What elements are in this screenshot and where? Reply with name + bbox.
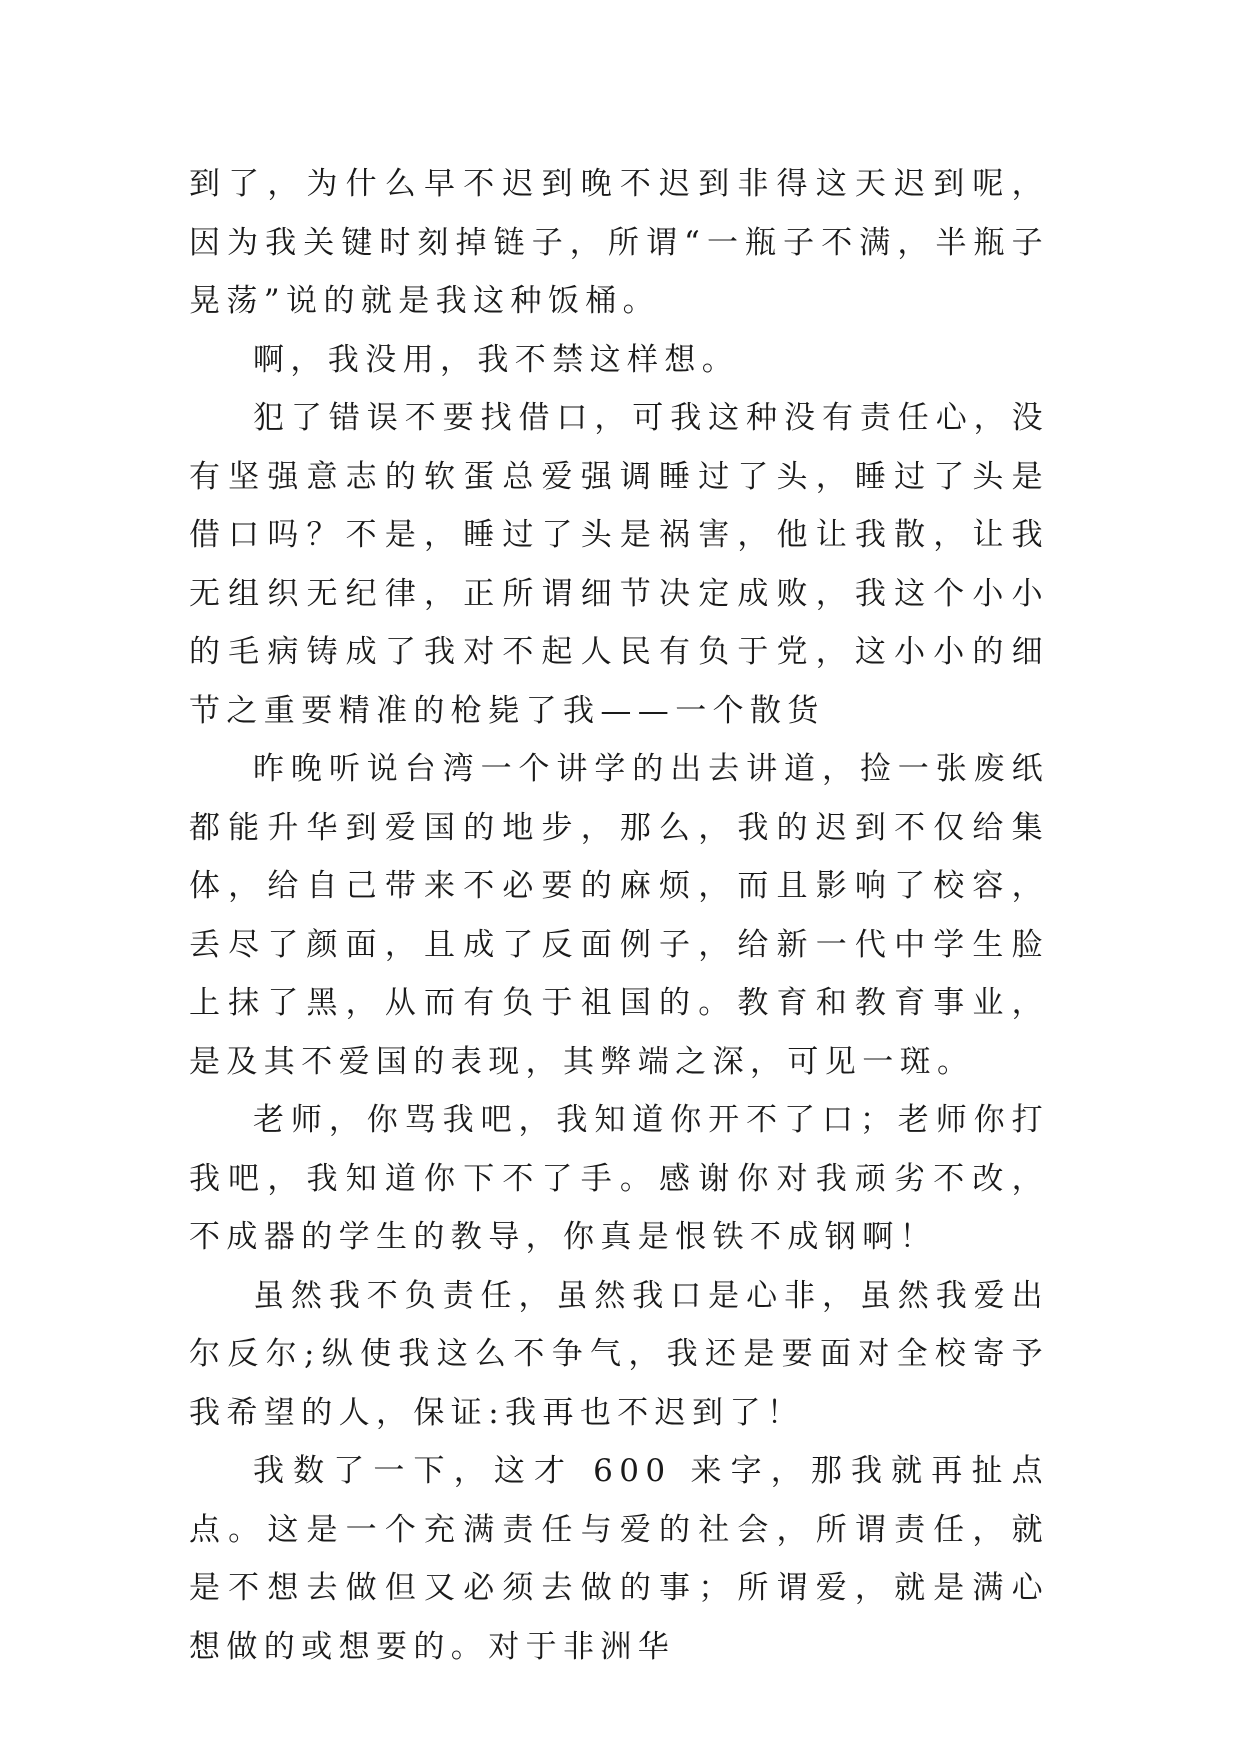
document-body — [189, 155, 1049, 1676]
paragraph-1: 到了，为什么早不迟到晚不迟到非得这天迟到呢，因为我关键时刻掉链子，所谓“一瓶子不满，半瓶子晃荡”说的就是我这种饭桶。 — [189, 166, 1049, 319]
paragraph-3: 犯了错误不要找借口，可我这种没有责任心，没有坚强意志的软蛋总爱强调睡过了头，睡过了头是借口吗？不是，睡过了头是祸害，他让我散，让我无组织无纪律，正所谓细节决定成败，我这个小小的毛病铸成了我对不起人民有负于党，这小小的细节之重要精准的枪毙了我——一个散货 — [189, 400, 1049, 729]
paragraph-5: 老师，你骂我吧，我知道你开不了口；老师你打我吧，我知道你下不了手。感谢你对我顽劣不改，不成器的学生的教导，你真是恨铁不成钢啊！ — [189, 1102, 1049, 1255]
paragraph-4: 昨晚听说台湾一个讲学的出去讲道，捡一张废纸都能升华到爱国的地步，那么，我的迟到不仅给集体，给自己带来不必要的麻烦，而且影响了校容，丢尽了颜面，且成了反面例子，给新一代中学生脸上抹了黑，从而有负于祖国的。教育和教育事业，是及其不爱国的表现，其弊端之深，可见一斑。 — [189, 751, 1049, 1080]
paragraph-7: 我数了一下，这才 600 来字，那我就再扯点点。这是一个充满责任与爱的社会，所谓责任，就是不想去做但又必须去做的事；所谓爱，就是满心想做的或想要的。对于非洲华 — [189, 1453, 1049, 1665]
paragraph-6: 虽然我不负责任，虽然我口是心非，虽然我爱出尔反尔;纵使我这么不争气，我还是要面对全校寄予我希望的人，保证:我再也不迟到了！ — [189, 1277, 1049, 1431]
paragraph-2: 啊，我没用，我不禁这样想。 — [253, 341, 740, 378]
